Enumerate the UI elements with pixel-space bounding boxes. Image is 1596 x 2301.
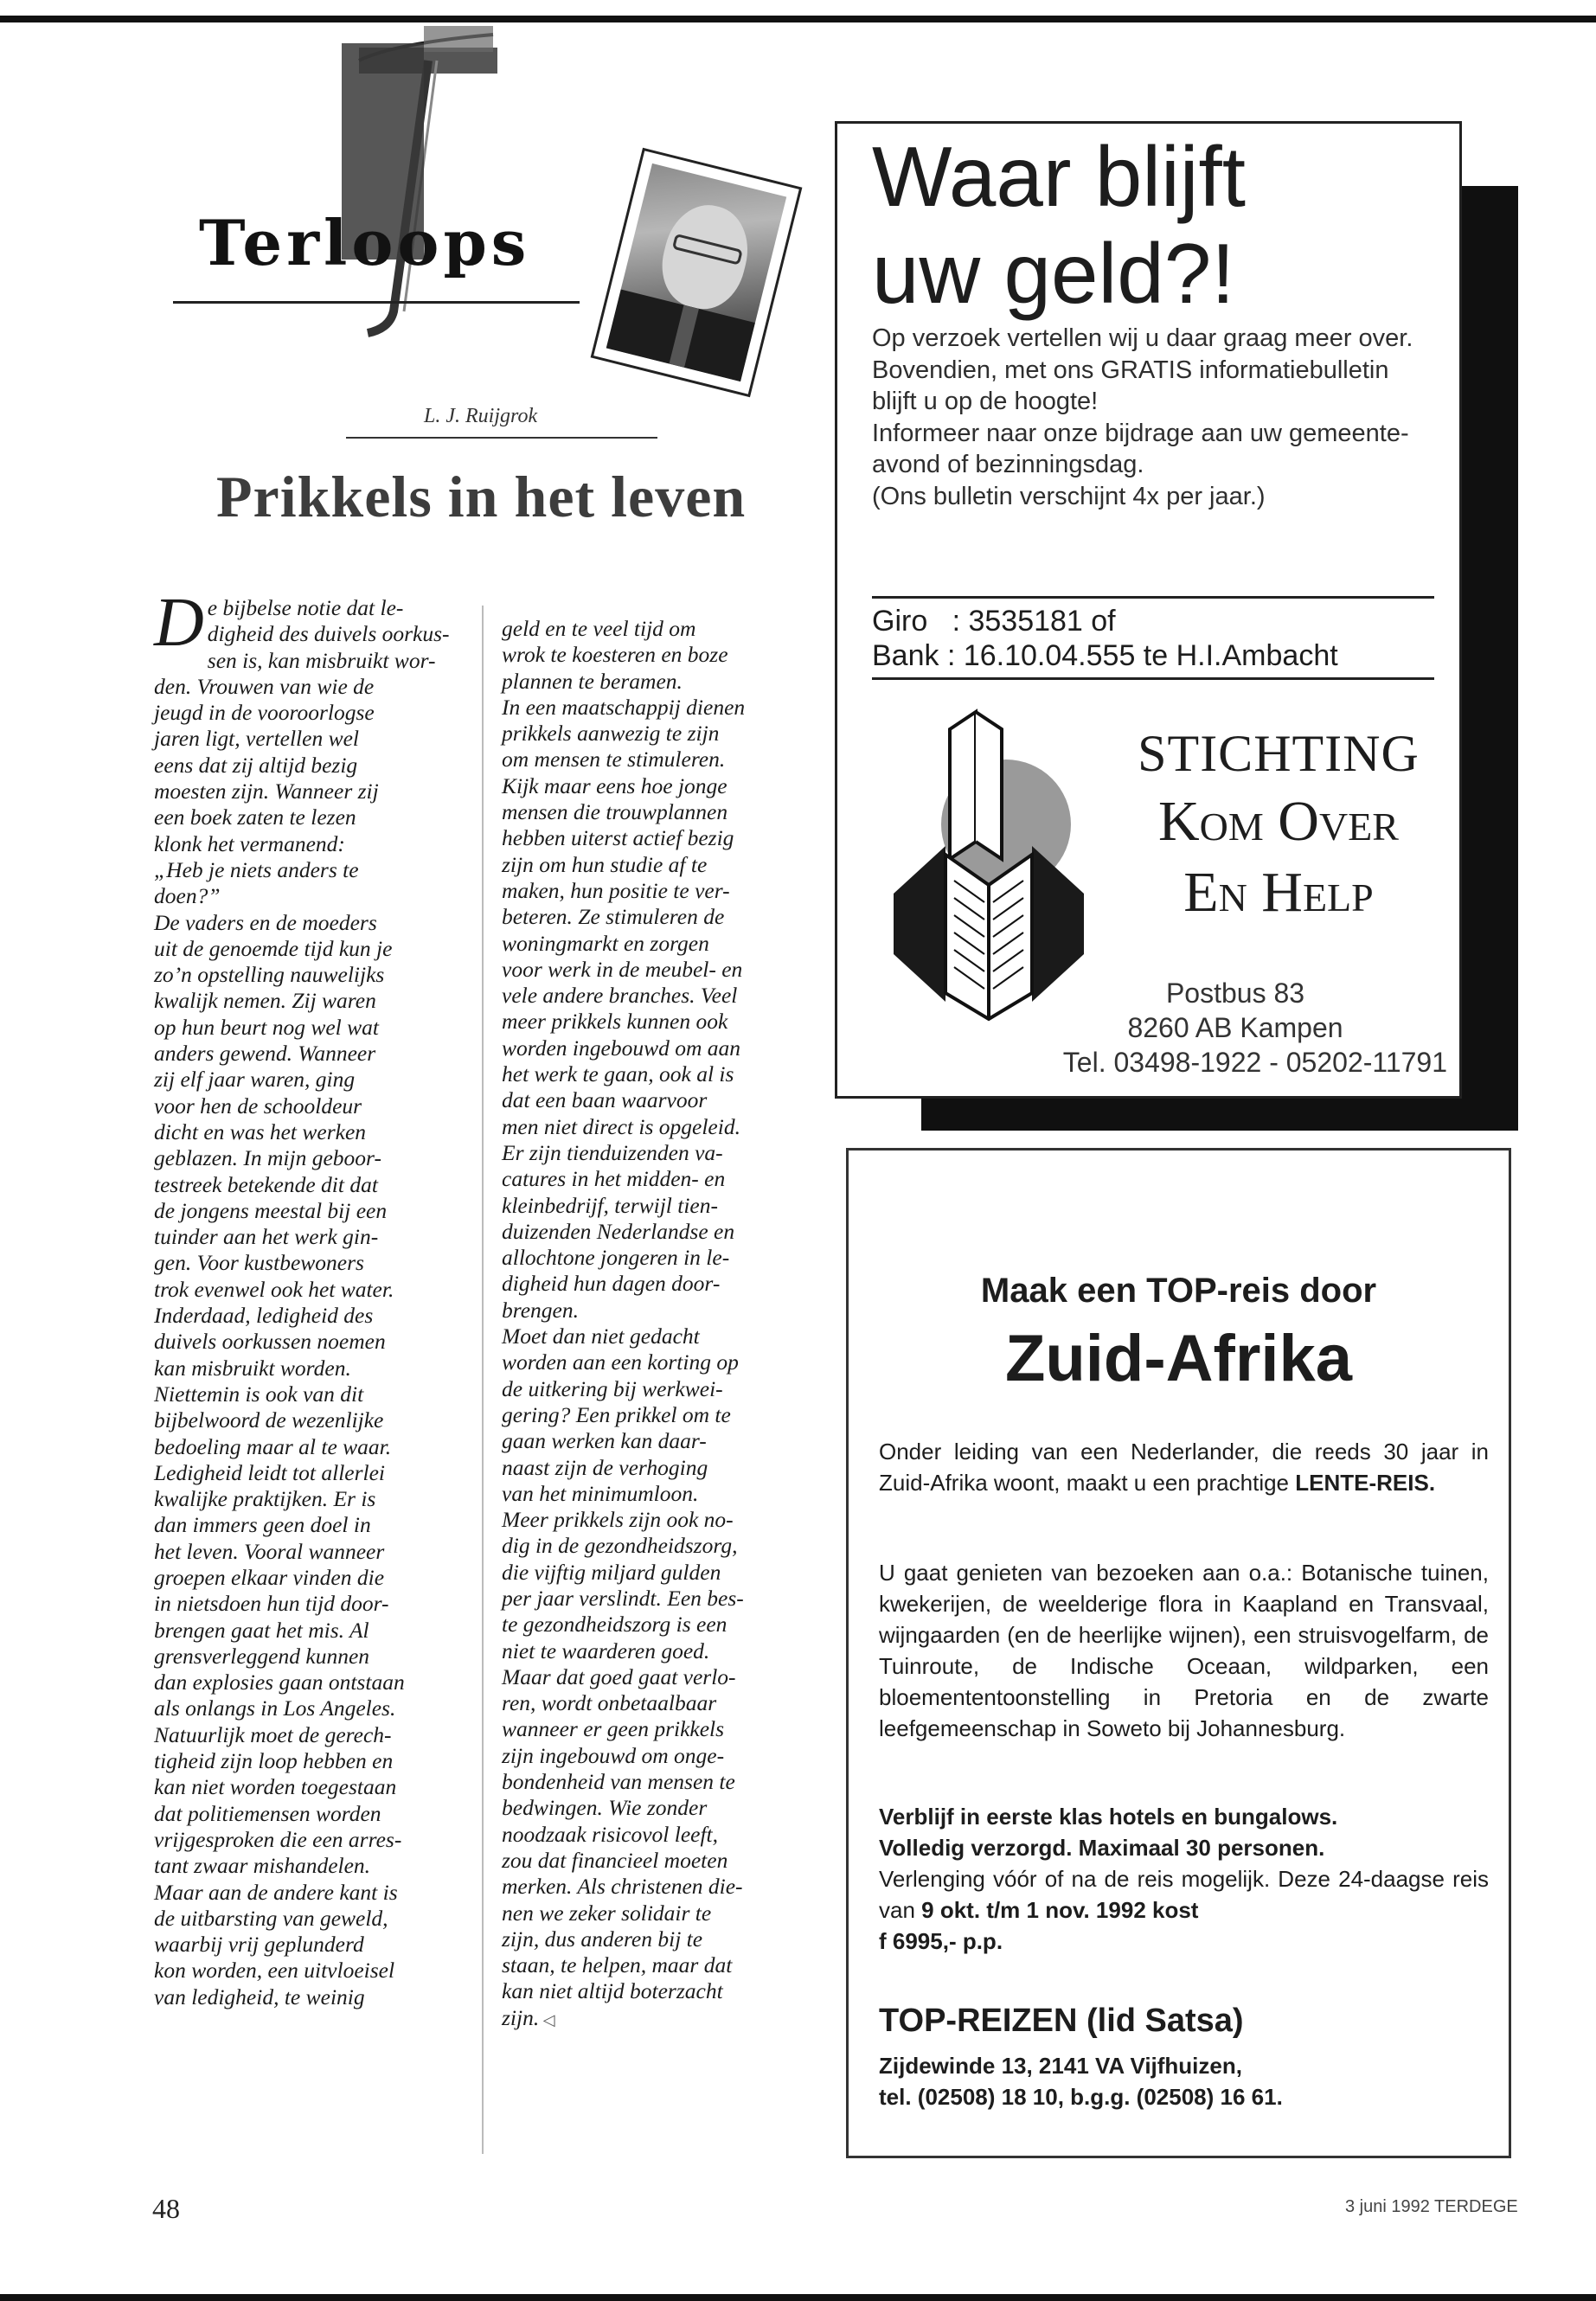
article-line: brengen gaat het mis. Al [154, 1617, 369, 1643]
article-line: bijbelwoord de wezenlijke [154, 1407, 384, 1433]
article-line: als onlangs in Los Angeles. [154, 1695, 396, 1721]
article-line: nen we zeker solidair te [502, 1900, 712, 1926]
ad1-rule [872, 596, 1434, 599]
article-line: tigheid zijn loop hebben en [154, 1748, 394, 1774]
ad1-address: Postbus 83 8260 AB Kampen Tel. 03498-1922 - 05202-11791 [1062, 977, 1447, 1078]
article-line: brengen. [502, 1297, 579, 1323]
ad2-subtitle: Maak een TOP-reis door [980, 1272, 1377, 1310]
article-line: jaren ligt, vertellen wel [154, 726, 359, 752]
article-line: maken, hun positie te ver- [502, 877, 730, 903]
article-line: bondenheid van mensen te [502, 1769, 735, 1795]
article-line: wrok te koesteren en boze [502, 642, 728, 668]
article-line: Moet dan niet gedacht [502, 1324, 700, 1349]
article-line: zijn ingebouwd om onge- [502, 1742, 725, 1768]
article-line: trok evenwel ook het water. [154, 1276, 394, 1302]
foundation-logo-icon [876, 695, 1101, 1023]
article-line: zo’n opstelling nauwelijks [154, 962, 385, 988]
article-line: men niet direct is opgeleid. [502, 1113, 740, 1139]
article-line: gen. Voor kustbewoners [154, 1250, 364, 1276]
article-line: beteren. Ze stimuleren de [502, 904, 725, 930]
issue-info: 3 juni 1992 TERDEGE [1345, 2197, 1518, 2216]
article-line: Ledigheid leidt tot allerlei [154, 1459, 386, 1485]
article-line: zij elf jaar waren, ging [154, 1067, 356, 1093]
article-line: die vijftig miljard gulden [502, 1559, 721, 1585]
ad2-contact: Zijdewinde 13, 2141 VA Vijfhuizen, tel. (02508) 18 10, b.g.g. (02508) 16 61. [879, 2053, 1283, 2110]
article-line: In een maatschappij dienen [502, 694, 746, 720]
article-line: tant zwaar mishandelen. [154, 1853, 371, 1879]
article-line: allochtone jongeren in le- [502, 1245, 730, 1271]
header-rule [173, 301, 580, 304]
ad2-intro: Onder leiding van een Nederlander, die reeds 30 jaar in Zuid-Afrika woont, maakt u een prachtige LENTE-REIS. [879, 1439, 1489, 1496]
author-photo [591, 148, 803, 398]
article-line: anders gewend. Wanneer [154, 1041, 376, 1067]
column-divider [482, 606, 484, 2154]
article-line: bedoeling maar al te waar. [154, 1433, 392, 1459]
article-line: het werk te gaan, ook al is [502, 1061, 734, 1087]
article-line: mensen die trouwplannen [502, 799, 728, 825]
ad2-title: Zuid-Afrika [1004, 1322, 1353, 1395]
ad1-body: Op verzoek vertellen wij u daar graag meer over. Bovendien, met ons GRATIS informatiebulletin blijft u op de hoogte! Informeer naar onze bijdrage aan uw gemeente- avond of bezinningsdag. (Ons bulletin verschijnt 4x per jaar.) [872, 324, 1413, 510]
column-name: Terloops [199, 206, 531, 279]
article-headline: Prikkels in het leven [216, 464, 747, 529]
article-line: ren, wordt onbetaalbaar [502, 1690, 717, 1716]
article-column-left [154, 585, 465, 2010]
article-line: in nietsdoen hun tijd door- [154, 1591, 389, 1617]
foundation-name: STICHTING Kom Over En Help [1138, 725, 1420, 924]
article-line: kan niet worden toegestaan [154, 1774, 397, 1800]
article-line: het leven. Vooral wanneer [154, 1538, 385, 1564]
article-line: per jaar verslindt. Een bes- [502, 1585, 744, 1611]
article-line: testreek betekende dit dat [154, 1171, 378, 1197]
article-line: de uitbarsting van geweld, [154, 1905, 388, 1931]
article-line: „Heb je niets anders te [154, 856, 359, 882]
article-line: duivels oorkussen noemen [154, 1329, 386, 1355]
article-line: zijn. ◁ [502, 2004, 555, 2030]
article-line: dan explosies gaan ontstaan [154, 1670, 405, 1695]
article-line: jeugd in de vooroorlogse [154, 700, 375, 726]
article-line: e bijbelse notie dat le- [207, 595, 404, 620]
article-line: geblazen. In mijn geboor- [154, 1145, 381, 1171]
article-line: van het minimumloon. [502, 1480, 699, 1506]
article-line: vrijgesproken die een arres- [154, 1826, 402, 1852]
article-line: Kijk maar eens hoe jonge [502, 772, 727, 798]
article-line: Meer prikkels zijn ook no- [502, 1507, 734, 1533]
article-line: op hun beurt nog wel wat [154, 1014, 379, 1040]
article-line: waarbij vrij geplunderd [154, 1932, 364, 1958]
page-number: 48 [152, 2193, 180, 2224]
article-line: dicht en was het werken [154, 1118, 367, 1144]
column-header [156, 26, 796, 415]
article-line: uit de genoemde tijd kun je [154, 935, 393, 961]
article-line: de jongens meestal bij een [154, 1197, 388, 1223]
article-line: om mensen te stimuleren. [502, 747, 726, 772]
article-line: merken. Als christenen die- [502, 1874, 743, 1900]
ad1-title: Waar blijft uw geld?! [872, 129, 1247, 321]
article-line: sen is, kan misbruikt wor- [207, 647, 436, 673]
ad2-details: Verblijf in eerste klas hotels en bungalows. Volledig verzorgd. Maximaal 30 personen. Verlenging vóór of na de reis mogelijk. Deze 24-daagse reis van 9 okt. t/m 1 nov. 1992 kost f 6995,- p.p. [879, 1804, 1489, 1954]
article-line: kwalijke praktijken. Er is [154, 1486, 376, 1512]
article-line: voor hen de schooldeur [154, 1093, 362, 1118]
article-line: zou dat financieel moeten [502, 1847, 728, 1873]
article-line: van ledigheid, te weinig [154, 1984, 365, 2009]
article-line: gaan werken kan daar- [502, 1428, 707, 1454]
article-line: digheid hun dagen door- [502, 1271, 721, 1297]
article-line: dat politiemensen worden [154, 1800, 381, 1826]
article-line: de uitkering bij werkwei- [502, 1375, 723, 1401]
article-line: De vaders en de moeders [154, 909, 377, 935]
article-line: klonk het vermanend: [154, 830, 345, 856]
article-line: groepen elkaar vinden die [154, 1564, 385, 1590]
author-name: L. J. Ruijgrok [424, 405, 538, 427]
article-line: moesten zijn. Wanneer zij [154, 779, 379, 804]
article-line: zijn, dus anderen bij te [502, 1926, 703, 1952]
article-line: dat een baan waarvoor [502, 1087, 708, 1113]
article-line: tuinder aan het werk gin- [154, 1224, 379, 1250]
article-line: naast zijn de verhoging [502, 1454, 708, 1480]
article-line: hebben uiterst actief bezig [502, 825, 734, 851]
article-line: vele andere branches. Veel [502, 983, 738, 1009]
article-line: prikkels aanwezig te zijn [502, 721, 720, 747]
drop-cap: D [154, 585, 204, 661]
article-line: geld en te veel tijd om [502, 616, 696, 641]
author-rule [346, 437, 657, 439]
big-t-graphic [342, 26, 497, 346]
article-line: zijn om hun studie af te [502, 851, 708, 877]
article-line: kleinbedrijf, terwijl tien- [502, 1192, 718, 1218]
article-line: staan, te helpen, maar dat [502, 1952, 733, 1978]
article-line: niet te waarderen goed. [502, 1638, 710, 1663]
article-line: worden ingebouwd om aan [502, 1035, 741, 1061]
article-line: plannen te beramen. [502, 668, 683, 694]
article-line: kan niet altijd boterzacht [502, 1978, 723, 2004]
article-line: een boek zaten te lezen [154, 804, 356, 830]
article-line: doen?” [154, 883, 221, 909]
article-line: Maar dat goed gaat verlo- [502, 1663, 736, 1689]
article-line: Niettemin is ook van dit [154, 1381, 364, 1407]
article-line: meer prikkels kunnen ook [502, 1009, 728, 1035]
ad1-bank-details: Giro : 3535181 of Bank : 16.10.04.555 te H.I.Ambacht [872, 605, 1338, 672]
article-end-icon: ◁ [539, 2010, 555, 2029]
article-line: kan misbruikt worden. [154, 1355, 351, 1381]
article-line: grensverleggend kunnen [154, 1643, 370, 1669]
article-line: dan immers geen doel in [154, 1512, 371, 1538]
article-line: te gezondheidszorg is een [502, 1612, 727, 1638]
article-line: catures in het midden- en [502, 1166, 726, 1192]
article-line: bedwingen. Wie zonder [502, 1795, 708, 1821]
article-line: noodzaak risicovol leeft, [502, 1821, 718, 1847]
article-line: dig in de gezondheidszorg, [502, 1533, 738, 1559]
ad2-company: TOP-REIZEN (lid Satsa) [879, 2003, 1244, 2039]
article-line: Er zijn tienduizenden va- [502, 1139, 723, 1165]
article-line: duizenden Nederlandse en [502, 1218, 735, 1244]
article-column-right [502, 616, 813, 2033]
article-line: voor werk in de meubel- en [502, 956, 743, 982]
article-line: Inderdaad, ledigheid des [154, 1303, 374, 1329]
article-line: eens dat zij altijd bezig [154, 752, 358, 778]
article-line: kwalijk nemen. Zij waren [154, 988, 376, 1014]
article-line: digheid des duivels oorkus- [207, 621, 450, 647]
article-line: gering? Een prikkel om te [502, 1401, 731, 1427]
article-line: woningmarkt en zorgen [502, 930, 709, 956]
ad2-itinerary: U gaat genieten van bezoeken aan o.a.: Botanische tuinen, kwekerijen, de weelderige flora in Kaapland en Transvaal, wijngaarden (en de heerlijke wijnen), een struisvogelfarm, de Tuinroute, de Indische Oceaan, wildparken, een bloemententoonstelling in Pretoria en de zwarte leefgemeenschap in Soweto bij Johannesburg. [879, 1560, 1489, 1741]
article-line: Maar aan de andere kant is [154, 1879, 398, 1905]
article-line: worden aan een korting op [502, 1349, 739, 1375]
article-line: den. Vrouwen van wie de [154, 673, 375, 699]
ad-top-reizen [846, 1148, 1511, 2158]
article-line: Natuurlijk moet de gerech- [154, 1721, 392, 1747]
ad1-rule [872, 677, 1434, 680]
article-line: wanneer er geen prikkels [502, 1716, 725, 1742]
ad-kom-over-en-help [835, 121, 1462, 1099]
article-line: kon worden, een uitvloeisel [154, 1958, 395, 1984]
